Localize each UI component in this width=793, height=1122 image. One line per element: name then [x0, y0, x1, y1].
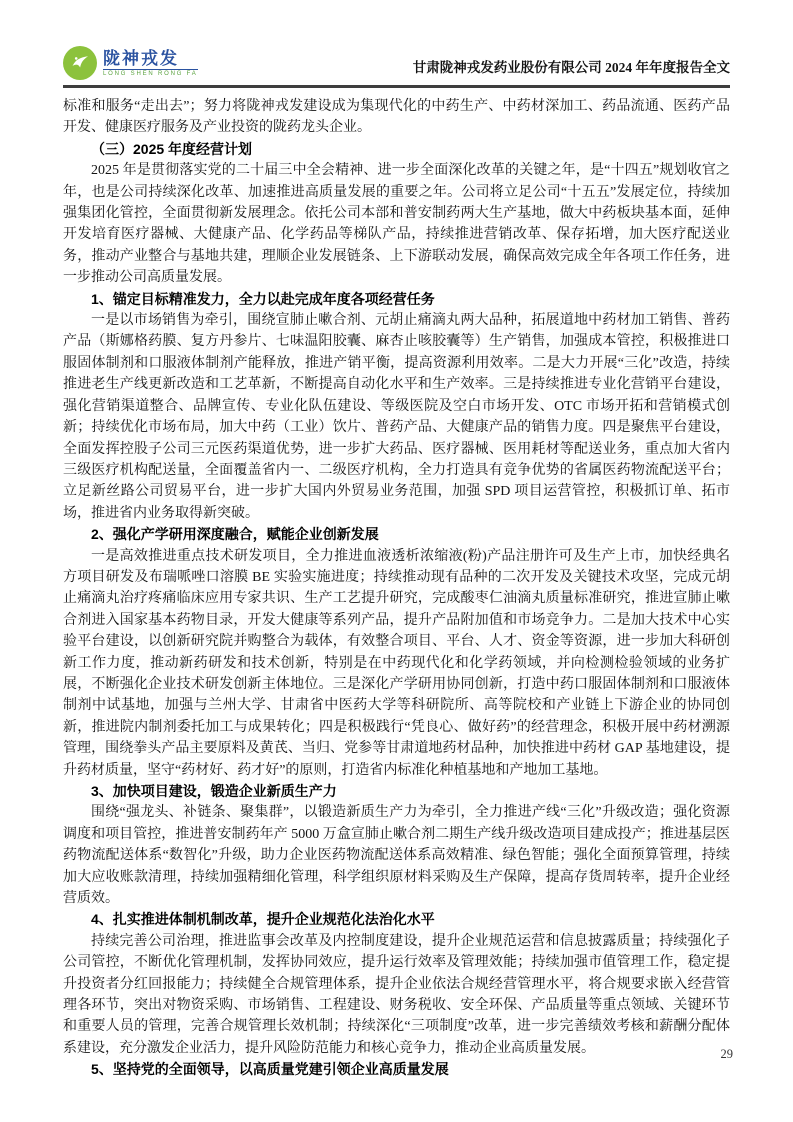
- section-heading-2025-plan: （三）2025 年度经营计划: [91, 140, 253, 157]
- report-title: 甘肃陇神戎发药业股份有限公司 2024 年年度报告全文: [412, 60, 730, 75]
- report-header: [63, 46, 730, 80]
- body-paragraph: 持续完善公司治理，推进监事会改革及内控制度建设，提升企业规范运营和信息披露质量；持续强化子公司管控，不断优化管理机制，发挥协同效应，提升运行效率及管理效能；持续加强市值管理工作，稳定提升投资者分红回报能力；持续健全合规管理体系，提升企业依法合规经营管理水平，将合规要求嵌入经营管理各环节，突出对物资采购、市场销售、工程建设、财务税收、安全环保、产品质量等重点领域、关键环节和重要人员的管理，完善合规管理长效机制；持续深化“三项制度”改革，进一步完善绩效考核和薪酬分配体系建设，充分激发企业活力，提升风险防范能力和核心竞争力，推动企业高质量发展。: [63, 933, 730, 1056]
- body-paragraph: 2025 年是贯彻落实党的二十届三中全会精神、进一步全面深化改革的关键之年，是“十四五”规划收官之年，也是公司持续深化改革、加速推进高质量发展的重要之年。公司将立足公司“十五五”发展定位，持续加强集团化管控，全面贯彻新发展理念。依托公司本部和普安制药两大生产基地，做大中药板块基本面，延伸开发培育医疗器械、大健康产品、化学药品等梯队产品，持续推进营销改革、保存拓增，加大医疗配送业务，推动产业整合与基地共建，理顺企业发展链条、上下游联动发展，确保高效完成全年各项工作任务，进一步推动公司高质量发展。: [63, 163, 730, 286]
- company-logo-icon: [63, 46, 97, 80]
- page-number: 29: [720, 1047, 733, 1061]
- company-logo-text: [103, 49, 198, 78]
- section-heading-2: 2、强化产学研用深度融合，赋能企业创新发展: [91, 526, 379, 543]
- body-paragraph: 围绕“强龙头、补链条、聚集群”，以锻造新质生产力为牵引，全力推进产线“三化”升级改造；强化资源调度和项目管控，推进普安制药年产 5000 万盒宣肺止嗽合剂二期生产线升级改造项目建成投产；推进基层医药物流配送体系“数智化”升级，助力企业医药物流配送体系高效精准、绿色智能；强化全面预算管理，持续加大应收账款清理，持续加强精细化管理，科学组织原材料采购及生产保障，提高存货周转率，提升企业经营质效。: [63, 805, 730, 907]
- company-name-en: LONG SHEN RONG FA: [103, 71, 198, 78]
- body-paragraph: 一是高效推进重点技术研发项目，全力推进血液透析浓缩液(粉)产品注册许可及生产上市，加快经典名方项目研发及布瑞哌唑口溶膜 BE 实验实施进度；持续推动现有品种的二次开发及关键技术攻坚，完成元胡止痛滴丸治疗疼痛临床应用专家共识、生产工艺提升研究，完成酸枣仁油滴丸质量标准研究，推进宣肺止嗽合剂进入国家基本药物目录，开发大健康等系列产品，提升产品附加值和市场竞争力。二是加大技术中心实验平台建设，以创新研究院并购整合为载体，有效整合项目、平台、人才、资金等资源，进一步加大科研创新工作力度，推动新药研发和技术创新，特别是在中药现代化和化学药领域，并向检测检验领域的业务扩展，不断强化企业技术研发创新主体地位。三是深化产学研用协同创新，打造中药口服固体制剂和口服液体制剂中试基地，加强与兰州大学、甘肃省中医药大学等科研院所、高等院校和产业链上下游企业的协同创新，推进院内制剂委托加工与成果转化；四是积极践行“凭良心、做好药”的经营理念，积极开展中药材溯源管理，围绕拳头产品主要原料及黄芪、当归、党参等甘肃道地药材品种，加快推进中药材 GAP 基地建设，提升药材质量，坚守“药材好、药才好”的原则，打造省内标准化种植基地和产地加工基地。: [63, 548, 730, 778]
- section-heading-5: 5、坚持党的全面领导，以高质量党建引领企业高质量发展: [91, 1061, 449, 1078]
- body-content: [63, 96, 730, 1081]
- header-divider: [63, 85, 730, 88]
- section-heading-1: 1、锚定目标精准发力，全力以赴完成年度各项经营任务: [91, 290, 435, 307]
- body-paragraph: 一是以市场销售为牵引，围绕宣肺止嗽合剂、元胡止痛滴丸两大品种，拓展道地中药材加工销售、普药产品（斯娜格药膜、复方丹参片、七味温阳胶囊、麻杏止咳胶囊等）生产销售，加强成本管控，积极推进口服固体制剂和口服液体制剂产能释放，推进产销平衡，提高资源利用效率。二是大力开展“三化”改造，持续推进老生产线更新改造和工艺革新，不断提高自动化水平和生产效率。三是持续推进专业化营销平台建设，强化营销渠道整合、品牌宣传、专业化队伍建设、等级医院及空白市场开发、OTC 市场开拓和营销模式创新；持续优化市场布局，加大中药（工业）饮片、普药产品、大健康产品的销售力度。四是聚焦平台建设，全面发挥控股子公司三元医药渠道优势，进一步扩大药品、医疗器械、医用耗材等配送业务，重点加大省内三级医疗机构配送量，全面覆盖省内一、二级医疗机构，全力打造具有竞争优势的省属医药物流配送平台；立足新丝路公司贸易平台，进一步扩大国内外贸易业务范围，加强 SPD 项目运营管控，积极抓订单、拓市场，推进省内业务取得新突破。: [63, 313, 730, 521]
- section-heading-3: 3、加快项目建设，锻造企业新质生产力: [91, 783, 337, 799]
- company-name-cn: 陇神戎发: [103, 48, 179, 68]
- section-heading-4: 4、扎实推进体制机制改革，提升企业规范化法治化水平: [91, 911, 435, 928]
- company-logo: [63, 46, 198, 80]
- body-paragraph: 标准和服务“走出去”；努力将陇神戎发建设成为集现代化的中药生产、中药材深加工、药品流通、医药产品开发、健康医疗服务及产业投资的陇药龙头企业。: [63, 99, 730, 136]
